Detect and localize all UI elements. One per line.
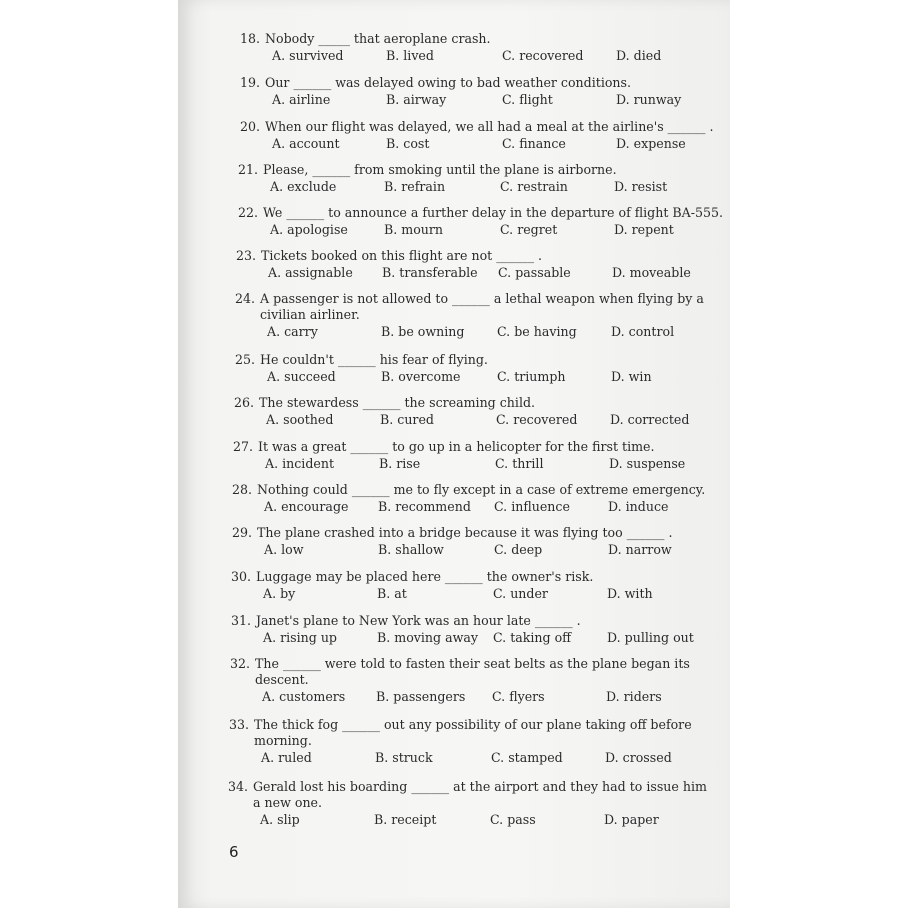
answer-option: C. be having bbox=[497, 324, 577, 339]
question-number: 32. bbox=[230, 656, 251, 671]
answer-option: B. receipt bbox=[374, 812, 437, 827]
answer-option: A. encourage bbox=[264, 499, 349, 514]
question-number: 27. bbox=[233, 439, 254, 454]
answer-options bbox=[230, 689, 695, 706]
question-number: 28. bbox=[232, 482, 253, 497]
question-item bbox=[240, 119, 713, 153]
answer-options bbox=[234, 412, 690, 429]
answer-options bbox=[238, 179, 668, 196]
question-number: 30. bbox=[231, 569, 252, 584]
question-stem bbox=[231, 569, 593, 585]
question-stem bbox=[228, 779, 707, 795]
answer-option: B. be owning bbox=[381, 324, 465, 339]
question-number: 31. bbox=[231, 613, 252, 628]
question-text-continued: morning. bbox=[254, 733, 312, 748]
question-text-continued: a new one. bbox=[253, 795, 323, 810]
question-text: A passenger is not allowed to ______ a lethal weapon when flying by a bbox=[260, 291, 704, 306]
question-text: Please, ______ from smoking until the plane is airborne. bbox=[263, 162, 617, 177]
question-item bbox=[232, 482, 705, 516]
question-text: Janet's plane to New York was an hour late ______ . bbox=[256, 613, 581, 628]
answer-options bbox=[229, 750, 694, 767]
question-number: 19. bbox=[240, 75, 261, 90]
question-stem bbox=[230, 656, 695, 672]
question-stem bbox=[229, 717, 694, 733]
answer-option: C. under bbox=[493, 586, 548, 601]
question-text: We ______ to announce a further delay in the departure of flight BA-555. bbox=[263, 205, 724, 220]
question-item bbox=[230, 656, 695, 706]
question-number: 24. bbox=[235, 291, 256, 306]
answer-options bbox=[235, 369, 652, 386]
question-stem bbox=[236, 248, 542, 264]
answer-option: C. thrill bbox=[495, 456, 544, 471]
question-text-continued: descent. bbox=[255, 672, 309, 687]
answer-options bbox=[232, 499, 705, 516]
answer-option: B. moving away bbox=[377, 630, 479, 645]
answer-option: A. slip bbox=[260, 812, 300, 827]
answer-option: D. suspense bbox=[609, 456, 686, 471]
question-item bbox=[234, 395, 690, 429]
question-number: 33. bbox=[229, 717, 250, 732]
answer-option: B. shallow bbox=[378, 542, 444, 557]
answer-options bbox=[238, 222, 723, 239]
answer-option: A. carry bbox=[267, 324, 318, 339]
answer-option: A. account bbox=[272, 136, 340, 151]
question-text: He couldn't ______ his fear of flying. bbox=[260, 352, 488, 367]
answer-option: C. flight bbox=[502, 92, 553, 107]
question-number: 25. bbox=[235, 352, 256, 367]
question-text: Nothing could ______ me to fly except in a case of extreme emergency. bbox=[257, 482, 706, 497]
question-stem bbox=[233, 439, 655, 455]
question-number: 23. bbox=[236, 248, 257, 263]
question-item bbox=[231, 569, 653, 603]
answer-option: D. induce bbox=[608, 499, 669, 514]
answer-options bbox=[240, 136, 713, 153]
question-stem bbox=[232, 525, 672, 541]
question-item bbox=[235, 291, 704, 341]
answer-option: B. overcome bbox=[381, 369, 461, 384]
question-item bbox=[233, 439, 686, 473]
answer-option: C. restrain bbox=[500, 179, 568, 194]
answer-options bbox=[240, 92, 682, 109]
answer-option: D. repent bbox=[614, 222, 674, 237]
answer-option: A. airline bbox=[272, 92, 331, 107]
page-number: 6 bbox=[229, 843, 239, 861]
answer-option: D. runway bbox=[616, 92, 682, 107]
question-number: 22. bbox=[238, 205, 259, 220]
question-text: The plane crashed into a bridge because it was flying too ______ . bbox=[257, 525, 673, 540]
question-text: The ______ were told to fasten their seat belts as the plane began its bbox=[255, 656, 690, 671]
answer-option: B. cost bbox=[386, 136, 430, 151]
answer-options bbox=[240, 48, 662, 65]
question-number: 20. bbox=[240, 119, 261, 134]
question-stem bbox=[238, 162, 617, 178]
answer-options bbox=[231, 586, 653, 603]
answer-option: D. riders bbox=[606, 689, 662, 704]
answer-option: B. at bbox=[377, 586, 407, 601]
answer-options bbox=[236, 265, 691, 282]
answer-option: B. rise bbox=[379, 456, 421, 471]
question-number: 21. bbox=[238, 162, 259, 177]
question-item bbox=[232, 525, 672, 559]
answer-options bbox=[233, 456, 686, 473]
question-number: 18. bbox=[240, 31, 261, 46]
answer-option: B. airway bbox=[386, 92, 447, 107]
answer-option: B. mourn bbox=[384, 222, 444, 237]
question-text: Gerald lost his boarding ______ at the airport and they had to issue him bbox=[253, 779, 707, 794]
answer-option: A. incident bbox=[265, 456, 335, 471]
question-text: Our ______ was delayed owing to bad weather conditions. bbox=[265, 75, 631, 90]
question-item bbox=[240, 31, 662, 65]
answer-option: C. pass bbox=[490, 812, 536, 827]
answer-option: B. cured bbox=[380, 412, 434, 427]
answer-options bbox=[235, 324, 704, 341]
answer-option: C. recovered bbox=[502, 48, 584, 63]
answer-option: A. by bbox=[263, 586, 296, 601]
answer-options bbox=[231, 630, 694, 647]
question-stem bbox=[231, 613, 581, 629]
question-stem bbox=[240, 119, 713, 135]
answer-option: C. passable bbox=[498, 265, 571, 280]
question-text: Tickets booked on this flight are not ______ . bbox=[261, 248, 543, 263]
answer-option: D. with bbox=[607, 586, 653, 601]
answer-option: B. lived bbox=[386, 48, 434, 63]
question-text-continued: civilian airliner. bbox=[260, 307, 360, 322]
answer-option: C. finance bbox=[502, 136, 566, 151]
answer-option: C. deep bbox=[494, 542, 543, 557]
question-stem bbox=[238, 205, 723, 221]
answer-option: C. flyers bbox=[492, 689, 545, 704]
answer-option: A. succeed bbox=[267, 369, 336, 384]
question-item bbox=[231, 613, 694, 647]
answer-option: A. customers bbox=[262, 689, 346, 704]
question-text: The thick fog ______ out any possibility of our plane taking off before bbox=[254, 717, 692, 732]
answer-option: C. stamped bbox=[491, 750, 563, 765]
answer-option: C. triumph bbox=[497, 369, 566, 384]
answer-option: B. recommend bbox=[378, 499, 471, 514]
answer-option: D. paper bbox=[604, 812, 659, 827]
question-stem bbox=[232, 482, 705, 498]
answer-option: D. crossed bbox=[605, 750, 672, 765]
answer-options bbox=[232, 542, 672, 559]
answer-option: D. pulling out bbox=[607, 630, 694, 645]
answer-option: B. passengers bbox=[376, 689, 466, 704]
answer-option: A. exclude bbox=[270, 179, 337, 194]
answer-option: D. win bbox=[611, 369, 652, 384]
question-stem bbox=[235, 352, 488, 368]
answer-option: A. apologise bbox=[270, 222, 348, 237]
answer-option: D. narrow bbox=[608, 542, 672, 557]
question-stem bbox=[240, 75, 631, 91]
answer-option: A. soothed bbox=[266, 412, 334, 427]
answer-option: D. moveable bbox=[612, 265, 691, 280]
answer-option: A. low bbox=[264, 542, 304, 557]
answer-option: D. died bbox=[616, 48, 662, 63]
question-number: 29. bbox=[232, 525, 253, 540]
answer-option: B. refrain bbox=[384, 179, 446, 194]
question-item bbox=[240, 75, 682, 109]
question-text: The stewardess ______ the screaming child. bbox=[259, 395, 536, 410]
question-text: Nobody _____ that aeroplane crash. bbox=[265, 31, 491, 46]
answer-option: C. influence bbox=[494, 499, 570, 514]
answer-option: A. ruled bbox=[261, 750, 312, 765]
answer-option: C. recovered bbox=[496, 412, 578, 427]
answer-option: B. transferable bbox=[382, 265, 478, 280]
answer-option: D. resist bbox=[614, 179, 668, 194]
question-text: It was a great ______ to go up in a helicopter for the first time. bbox=[258, 439, 655, 454]
question-item bbox=[235, 352, 652, 386]
answer-option: D. control bbox=[611, 324, 675, 339]
question-number: 26. bbox=[234, 395, 255, 410]
answer-option: C. taking off bbox=[493, 630, 572, 645]
question-item bbox=[228, 779, 707, 829]
answer-option: C. regret bbox=[500, 222, 558, 237]
answer-option: A. survived bbox=[272, 48, 344, 63]
question-stem bbox=[234, 395, 535, 411]
question-text: Luggage may be placed here ______ the owner's risk. bbox=[256, 569, 594, 584]
question-item bbox=[238, 162, 668, 196]
answer-option: A. rising up bbox=[263, 630, 337, 645]
question-item bbox=[238, 205, 723, 239]
question-text: When our flight was delayed, we all had a meal at the airline's ______ . bbox=[265, 119, 714, 134]
question-item bbox=[229, 717, 694, 767]
answer-option: D. expense bbox=[616, 136, 686, 151]
question-stem bbox=[240, 31, 491, 47]
question-item bbox=[236, 248, 691, 282]
answer-option: A. assignable bbox=[268, 265, 353, 280]
question-number: 34. bbox=[228, 779, 249, 794]
answer-options bbox=[228, 812, 707, 829]
question-stem bbox=[235, 291, 704, 307]
answer-option: D. corrected bbox=[610, 412, 690, 427]
answer-option: B. struck bbox=[375, 750, 433, 765]
